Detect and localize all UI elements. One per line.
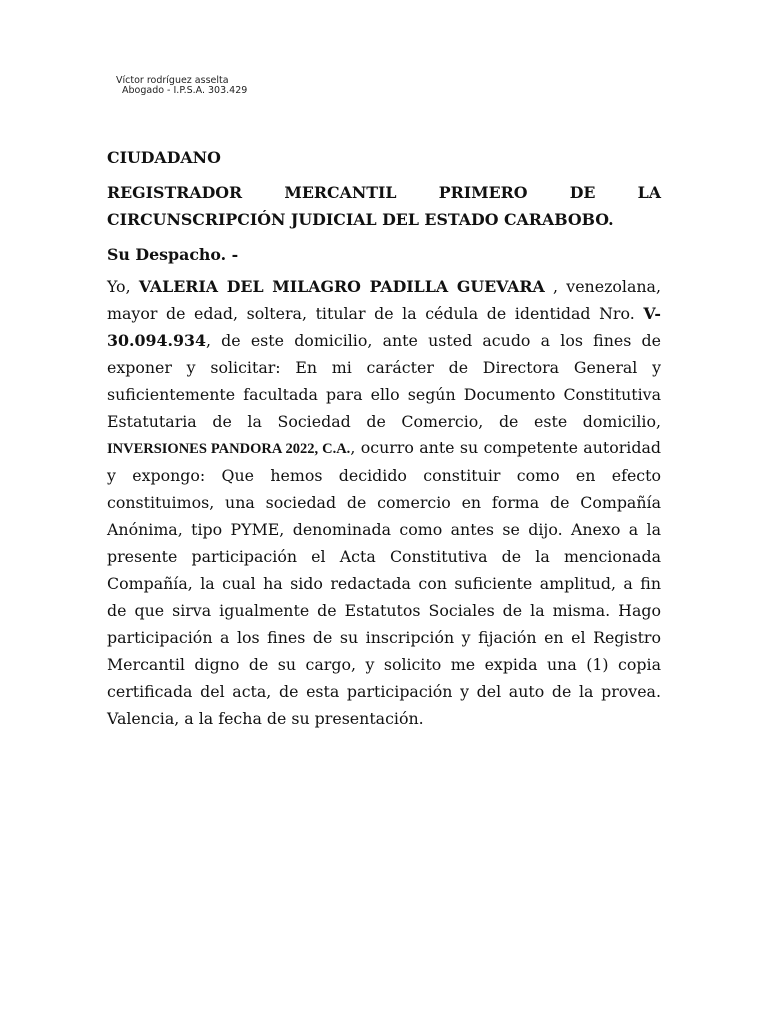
addressee-heading: REGISTRADOR MERCANTIL PRIMERO DE LA CIRCUNSCRIPCIÓN JUDICIAL DEL ESTADO CARABOBO.	[107, 183, 661, 229]
document-body	[107, 144, 661, 732]
letterhead-name: Víctor rodríguez asselta	[116, 75, 229, 86]
letterhead	[116, 76, 247, 96]
paragraph-text-3: , de este domicilio, ante usted acudo a los fines de exponer y solicitar: En mi carácter de Directora General y suficientemente facultada para ello según Documento Constitutiva Estatutaria de la Sociedad de Comercio, de este domicilio,	[107, 330, 661, 431]
salutation-ciudadano: CIUDADANO	[107, 148, 221, 167]
petition-paragraph	[107, 274, 661, 732]
paragraph-text-1: Yo,	[107, 277, 139, 296]
paragraph-text-2: , venezolana, mayor de edad, soltera, titular de la cédula de identidad Nro.	[107, 277, 661, 323]
letterhead-title: Abogado - I.P.S.A. 303.429	[122, 85, 248, 96]
su-despacho-line: Su Despacho. -	[107, 245, 239, 264]
paragraph-text-4: , ocurro ante su competente autoridad y expongo: Que hemos decidido constituir como en efecto constituimos, una sociedad de comercio en forma de Compañía Anónima, tipo PYME, denominada como antes se dijo. Anexo a la presente participación el Acta Constitutiva de la mencionada Compañía, la cual ha sido redactada con suficiente amplitud, a fin de que sirva igualmente de Estatutos Sociales de la misma. Hago participación a los fines de su inscripción y fijación en el Registro Mercantil digno de su cargo, y solicito me expida una (1) copia certificada del acta, de esta participación y del auto de la provea. Valencia, a la fecha de su presentación.	[107, 438, 662, 728]
applicant-name: VALERIA DEL MILAGRO PADILLA GUEVARA	[138, 277, 545, 296]
company-name: INVERSIONES PANDORA 2022, C.A.	[107, 441, 351, 458]
id-number: V-30.094.934	[107, 303, 661, 350]
